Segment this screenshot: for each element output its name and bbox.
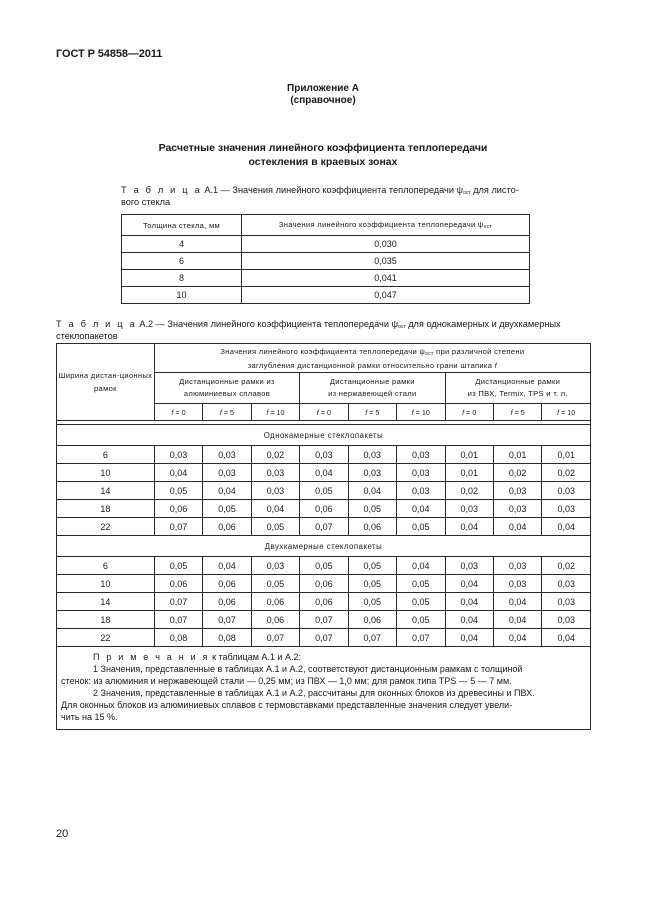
table2-cell: 0,07 <box>397 629 445 647</box>
table2-section-row <box>57 536 591 557</box>
table2-cell: 0,04 <box>397 500 445 518</box>
table2-row <box>57 446 591 464</box>
table1-row <box>122 253 530 270</box>
table1-caption-text1: — Значения линейного коэффициента теплопередачи ψ <box>218 185 464 195</box>
table2-cell: 0,06 <box>251 593 299 611</box>
table2-row <box>57 575 591 593</box>
table2-cell: 0,05 <box>348 593 396 611</box>
table2-header-top: Значения линейного коэффициента теплопередачи $\psi_{ост}$ при различной степени заглубления дистанционной рамки относительно грани штапика f <box>154 344 590 373</box>
table2-cell: 0,05 <box>203 500 251 518</box>
table2-cell: 0,05 <box>397 575 445 593</box>
table2-row <box>57 518 591 536</box>
table2-cell: 0,05 <box>251 518 299 536</box>
table2-cell: 0,06 <box>300 593 348 611</box>
table1-value: 0,041 <box>242 270 530 287</box>
table2-cell: 0,03 <box>251 482 299 500</box>
table2-cell: 0,03 <box>493 482 541 500</box>
table2-cell: 0,04 <box>203 557 251 575</box>
table2-cell: 0,05 <box>154 482 202 500</box>
table1-thickness: 4 <box>122 236 242 253</box>
table2-caption <box>56 318 596 333</box>
table2-caption-line2: стеклопакетов <box>56 331 118 341</box>
table2-cell: 0,05 <box>397 518 445 536</box>
table2-cell: 0,07 <box>203 611 251 629</box>
table2-section-row <box>57 425 591 446</box>
table2-cell: 0,05 <box>348 575 396 593</box>
table2-f-label: f = 5 <box>493 404 541 421</box>
table2-width: 6 <box>57 557 155 575</box>
table2-row <box>57 557 591 575</box>
table2-cell: 0,04 <box>348 482 396 500</box>
table2-cell: 0,03 <box>300 446 348 464</box>
table2-cell: 0,06 <box>203 575 251 593</box>
table2-f-label: f = 5 <box>203 404 251 421</box>
section-title-line2: остекления в краевых зонах <box>248 156 398 168</box>
table2-cell: 0,04 <box>251 500 299 518</box>
table2-f-label: f = 0 <box>154 404 202 421</box>
table2-cell: 0,07 <box>154 518 202 536</box>
table1-caption-line2: вого стекла <box>121 197 171 207</box>
table2-caption-text2: для однокамерных и двухкамерных <box>405 319 561 329</box>
table1-row <box>122 270 530 287</box>
table2-cell: 0,03 <box>445 557 493 575</box>
table2-cell: 0,05 <box>397 611 445 629</box>
table2-cell: 0,06 <box>154 500 202 518</box>
table2-cell: 0,03 <box>542 593 591 611</box>
table2-cell: 0,04 <box>493 593 541 611</box>
table2-caption-text1: — Значения линейного коэффициента теплопередачи ψ <box>153 319 399 329</box>
table2-cell: 0,03 <box>542 500 591 518</box>
table1-thickness: 8 <box>122 270 242 287</box>
table1-value: 0,030 <box>242 236 530 253</box>
table2-cell: 0,03 <box>203 464 251 482</box>
table2-cell: 0,06 <box>348 518 396 536</box>
table2-cell: 0,03 <box>348 446 396 464</box>
table2-cell: 0,04 <box>542 629 591 647</box>
table2-row <box>57 464 591 482</box>
table2-cell: 0,04 <box>542 518 591 536</box>
table2-cell: 0,03 <box>493 500 541 518</box>
table2-width: 22 <box>57 629 155 647</box>
table2-width: 18 <box>57 611 155 629</box>
table2-cell: 0,06 <box>251 611 299 629</box>
table2-cell: 0,03 <box>493 575 541 593</box>
table2-width: 6 <box>57 446 155 464</box>
table2-cell: 0,04 <box>445 593 493 611</box>
table1-thickness: 10 <box>122 287 242 304</box>
appendix-subtitle: (справочное) <box>290 95 356 106</box>
table2-caption-sub: ост <box>398 324 406 330</box>
table2-f-label: f = 0 <box>445 404 493 421</box>
table1-caption-text2: для листо- <box>470 185 519 195</box>
table2-cell: 0,02 <box>445 482 493 500</box>
table1-caption-num: А.1 <box>204 185 219 195</box>
table2-cell: 0,04 <box>154 464 202 482</box>
table2-cell: 0,08 <box>154 629 202 647</box>
table2-f-label: f = 5 <box>348 404 396 421</box>
table2 <box>56 343 591 730</box>
table2-cell: 0,04 <box>203 482 251 500</box>
table2-group-header: Дистанционные рамки из алюминиевых сплавов <box>154 373 299 404</box>
table2-cell: 0,03 <box>542 575 591 593</box>
table1-caption-sub: ост <box>463 190 471 196</box>
table2-group-header: Дистанционные рамки из ПВХ, Termix, TPS и т. п. <box>445 373 591 404</box>
table2-width: 10 <box>57 464 155 482</box>
table2-row <box>57 593 591 611</box>
table2-cell: 0,06 <box>203 518 251 536</box>
table2-cell: 0,01 <box>445 464 493 482</box>
table2-f-label: f = 10 <box>542 404 591 421</box>
table2-cell: 0,03 <box>348 464 396 482</box>
table1-caption <box>121 184 541 199</box>
table1-header-value: Значения линейного коэффициента теплопередачи $\psi_{ост}$ <box>242 215 530 236</box>
table2-width: 14 <box>57 482 155 500</box>
table2-cell: 0,02 <box>251 446 299 464</box>
table2-cell: 0,06 <box>300 500 348 518</box>
page-number: 20 <box>56 828 69 840</box>
table2-cell: 0,03 <box>542 482 591 500</box>
table2-row <box>57 629 591 647</box>
table2-caption-num: А.2 <box>139 319 154 329</box>
table2-cell: 0,04 <box>445 518 493 536</box>
table2-cell: 0,02 <box>493 464 541 482</box>
table2-row <box>57 500 591 518</box>
table2-cell: 0,04 <box>300 464 348 482</box>
table2-cell: 0,04 <box>493 629 541 647</box>
table2-cell: 0,03 <box>542 611 591 629</box>
table2-cell: 0,03 <box>251 557 299 575</box>
table2-header-width: Ширина дистан-ционных рамок <box>57 344 155 421</box>
table2-cell: 0,03 <box>445 500 493 518</box>
table2-cell: 0,07 <box>300 611 348 629</box>
table2-cell: 0,04 <box>445 575 493 593</box>
table2-cell: 0,05 <box>300 482 348 500</box>
table2-cell: 0,07 <box>154 593 202 611</box>
table2-cell: 0,04 <box>493 518 541 536</box>
table2-cell: 0,04 <box>397 557 445 575</box>
table1-value: 0,035 <box>242 253 530 270</box>
table1 <box>121 214 530 304</box>
table2-cell: 0,06 <box>154 575 202 593</box>
table2-section-title: Однокамерные стеклопакеты <box>57 425 591 446</box>
table2-width: 18 <box>57 500 155 518</box>
table2-cell: 0,07 <box>348 629 396 647</box>
table2-cell: 0,01 <box>542 446 591 464</box>
table1-row <box>122 236 530 253</box>
table2-row <box>57 611 591 629</box>
appendix-title: Приложение А <box>287 83 359 94</box>
table2-cell: 0,08 <box>203 629 251 647</box>
table2-row <box>57 482 591 500</box>
table2-f-label: f = 10 <box>251 404 299 421</box>
table2-cell: 0,07 <box>154 611 202 629</box>
table2-width: 10 <box>57 575 155 593</box>
table1-row <box>122 287 530 304</box>
table2-width: 22 <box>57 518 155 536</box>
table2-cell: 0,05 <box>251 575 299 593</box>
table2-cell: 0,07 <box>300 518 348 536</box>
table2-cell: 0,01 <box>445 446 493 464</box>
table2-cell: 0,07 <box>300 629 348 647</box>
section-title-line1: Расчетные значения линейного коэффициента теплопередачи <box>158 142 488 154</box>
table2-cell: 0,03 <box>397 482 445 500</box>
table2-cell: 0,06 <box>300 575 348 593</box>
table2-f-label: f = 10 <box>397 404 445 421</box>
table2-cell: 0,03 <box>397 446 445 464</box>
table2-notes: П р и м е ч а н и я к таблицам А.1 и А.2: 1 Значения, представленные в таблицах А.1 и А.2, соответствуют дистанционным рамкам с толщиной стенок: из алюминия и нержавеющей стали — 0,25 мм; из ПВХ — 1,0 мм; для рамок типа TPS — 5 — 7 мм. 2 Значения, представленные в таблицах А.1 и А.2, рассчитаны для оконных блоков из древесины и ПВХ. Для оконных блоков из алюминиевых сплавов с термовставками представленные значения следует увели- чить на 15 %. <box>57 647 591 730</box>
table2-cell: 0,03 <box>493 557 541 575</box>
table2-cell: 0,03 <box>154 446 202 464</box>
table1-caption-label: Т а б л и ц а <box>121 185 202 195</box>
table2-cell: 0,03 <box>397 464 445 482</box>
table2-cell: 0,04 <box>445 629 493 647</box>
table2-cell: 0,05 <box>300 557 348 575</box>
table2-cell: 0,07 <box>251 629 299 647</box>
table2-cell: 0,02 <box>542 464 591 482</box>
table2-cell: 0,05 <box>154 557 202 575</box>
table2-section-title: Двухкамерные стеклопакеты <box>57 536 591 557</box>
table2-caption-label: Т а б л и ц а <box>56 319 137 329</box>
table2-cell: 0,06 <box>348 611 396 629</box>
table2-cell: 0,04 <box>445 611 493 629</box>
table2-cell: 0,06 <box>203 593 251 611</box>
table2-cell: 0,04 <box>493 611 541 629</box>
standard-number: ГОСТ Р 54858—2011 <box>56 48 163 60</box>
table2-group-header: Дистанционные рамки из нержавеющей стали <box>300 373 445 404</box>
table2-cell: 0,05 <box>397 593 445 611</box>
table1-thickness: 6 <box>122 253 242 270</box>
table2-cell: 0,05 <box>348 557 396 575</box>
table2-cell: 0,03 <box>203 446 251 464</box>
table1-value: 0,047 <box>242 287 530 304</box>
table2-cell: 0,01 <box>493 446 541 464</box>
table2-cell: 0,02 <box>542 557 591 575</box>
table2-cell: 0,05 <box>348 500 396 518</box>
table2-width: 14 <box>57 593 155 611</box>
table1-header-thickness: Толщина стекла, мм <box>122 215 242 236</box>
table2-cell: 0,03 <box>251 464 299 482</box>
table2-f-label: f = 0 <box>300 404 348 421</box>
